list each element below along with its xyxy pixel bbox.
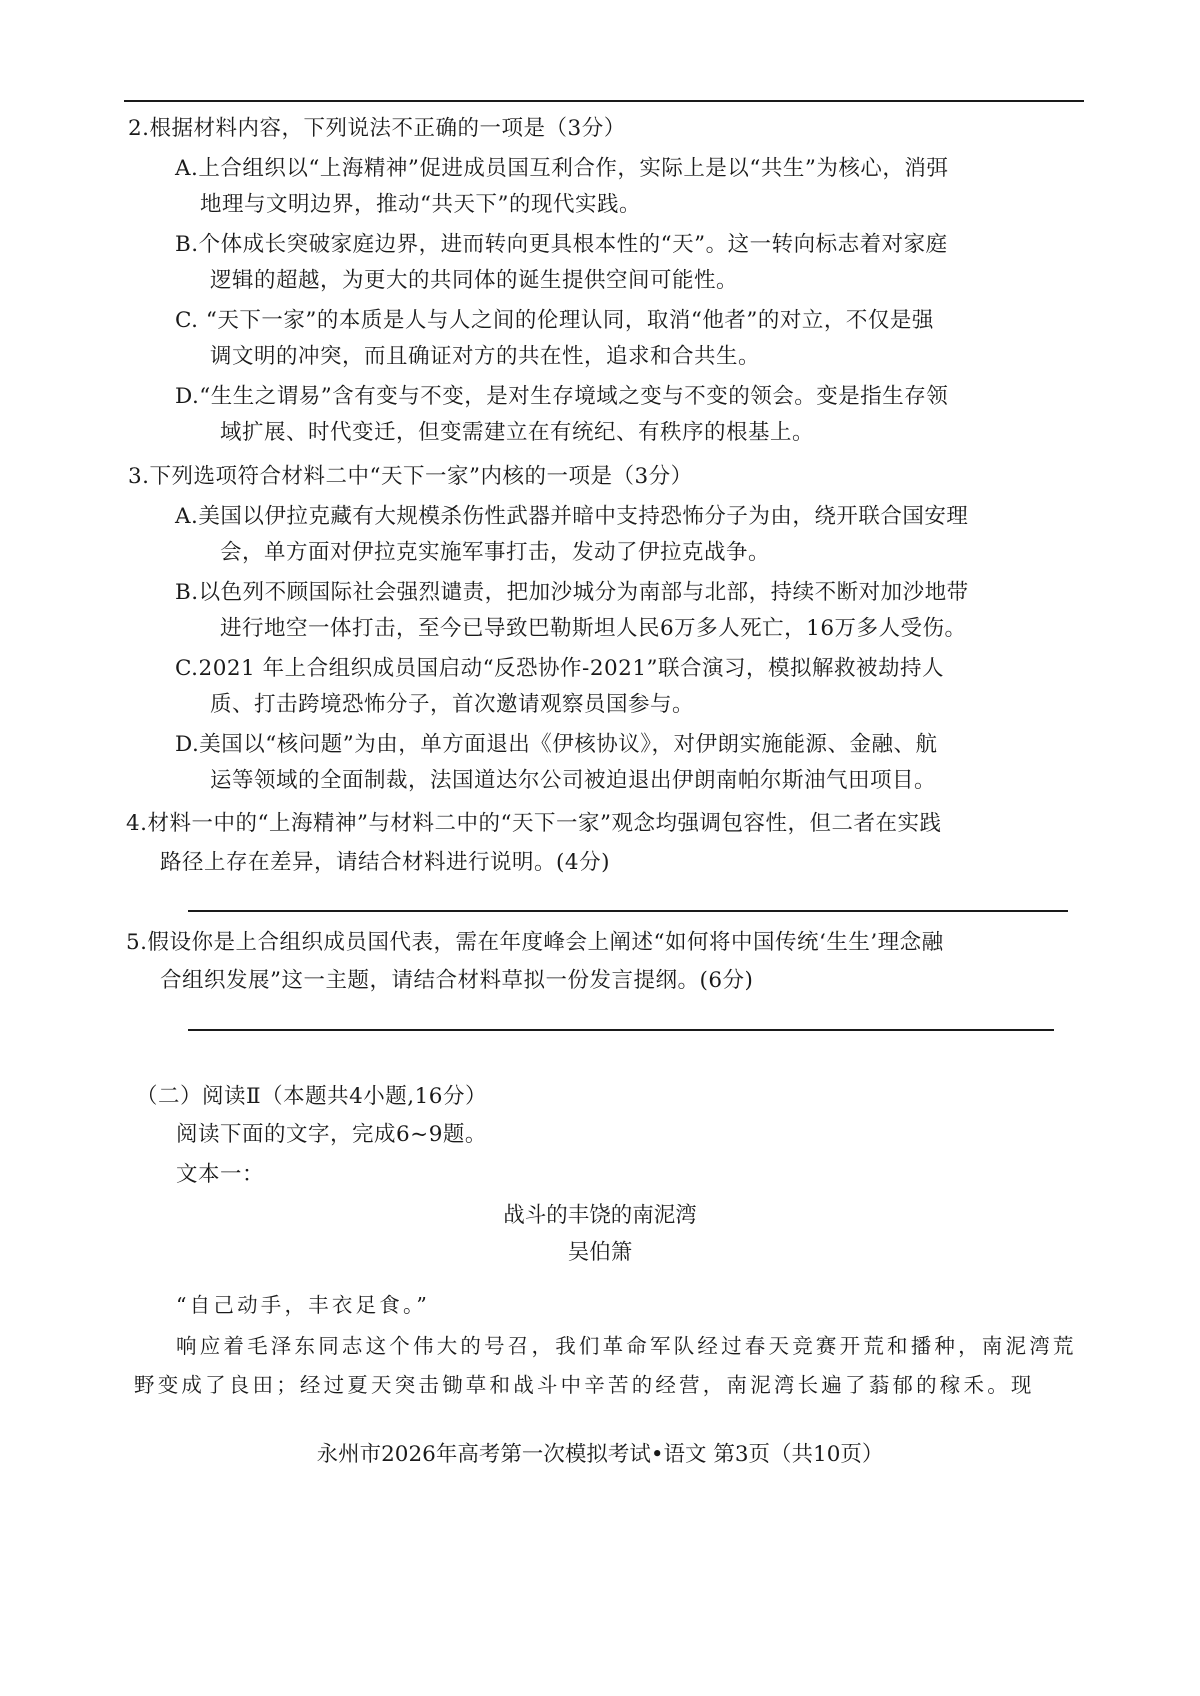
article-title: 战斗的丰饶的南泥湾 — [503, 1203, 697, 1228]
q2-option-b-cont: 逻辑的超越，为更大的共同体的诞生提供空间可能性。 — [210, 268, 739, 293]
q3-option-c-cont: 质、打击跨境恐怖分子，首次邀请观察员国参与。 — [210, 692, 695, 717]
article-quote: “自己动手，丰衣足食。” — [176, 1293, 431, 1317]
section-heading: （二）阅读Ⅱ（本题共4小题,16分） — [136, 1084, 487, 1109]
page-footer: 永州市2026年高考第一次模拟考试•语文 第3页（共10页） — [316, 1442, 884, 1467]
q4-answer-line — [188, 910, 1068, 912]
q3-option-a-cont: 会，单方面对伊拉克实施军事打击，发动了伊拉克战争。 — [220, 540, 771, 565]
text-label: 文本一： — [176, 1162, 265, 1187]
q2-option-d-cont: 域扩展、时代变迁，但变需建立在有统纪、有秩序的根基上。 — [220, 420, 815, 445]
q3-option-a: A.美国以伊拉克藏有大规模杀伤性武器并暗中支持恐怖分子为由，绕开联合国安理 — [175, 504, 969, 529]
q2-option-a-cont: 地理与文明边界，推动“共天下”的现代实践。 — [200, 192, 641, 217]
q2-option-a: A.上合组织以“上海精神”促进成员国互利合作，实际上是以“共生”为核心，消弭 — [175, 156, 949, 181]
q3-option-b: B.以色列不顾国际社会强烈谴责，把加沙城分为南部与北部，持续不断对加沙地带 — [175, 580, 969, 605]
q2-option-d: D.“生生之谓易”含有变与不变，是对生存境域之变与不变的领会。变是指生存领 — [175, 384, 949, 409]
article-author: 吴伯箫 — [567, 1240, 633, 1265]
q2-stem: 2.根据材料内容，下列说法不正确的一项是（3分） — [128, 116, 626, 141]
q2-option-c-cont: 调文明的冲突，而且确证对方的共在性，追求和合共生。 — [210, 344, 761, 369]
q5-answer-line — [188, 1029, 1054, 1031]
q5-stem-cont: 合组织发展”这一主题，请结合材料草拟一份发言提纲。(6分) — [160, 968, 754, 993]
q3-option-c: C.2021 年上合组织成员国启动“反恐协作-2021”联合演习，模拟解救被劫持人 — [175, 656, 945, 681]
article-paragraph-line-2: 野变成了良田；经过夏天突击锄草和战斗中辛苦的经营，南泥湾长遍了蓊郁的稼禾。现 — [134, 1373, 1035, 1397]
q4-stem: 4.材料一中的“上海精神”与材料二中的“天下一家”观念均强调包容性，但二者在实践 — [126, 811, 942, 836]
q3-option-d-cont: 运等领域的全面制裁，法国道达尔公司被迫退出伊朗南帕尔斯油气田项目。 — [210, 768, 937, 793]
q2-option-c: C. “天下一家”的本质是人与人之间的伦理认同，取消“他者”的对立，不仅是强 — [175, 308, 934, 333]
section-instruction: 阅读下面的文字，完成6~9题。 — [176, 1122, 487, 1147]
article-paragraph-line: 响应着毛泽东同志这个伟大的号召，我们革命军队经过春天竞赛开荒和播种，南泥湾荒 — [176, 1334, 1077, 1358]
q3-option-d: D.美国以“核问题”为由，单方面退出《伊核协议》，对伊朗实施能源、金融、航 — [175, 732, 938, 757]
q5-stem: 5.假设你是上合组织成员国代表，需在年度峰会上阐述“如何将中国传统‘生生’理念融 — [126, 930, 944, 955]
q3-stem: 3.下列选项符合材料二中“天下一家”内核的一项是（3分） — [128, 464, 693, 489]
q4-stem-cont: 路径上存在差异，请结合材料进行说明。(4分) — [160, 850, 610, 875]
q3-option-b-cont: 进行地空一体打击，至今已导致巴勒斯坦人民6万多人死亡，16万多人受伤。 — [220, 616, 967, 641]
q2-option-b: B.个体成长突破家庭边界，进而转向更具根本性的“天”。这一转向标志着对家庭 — [175, 232, 948, 257]
top-rule — [124, 100, 1084, 102]
